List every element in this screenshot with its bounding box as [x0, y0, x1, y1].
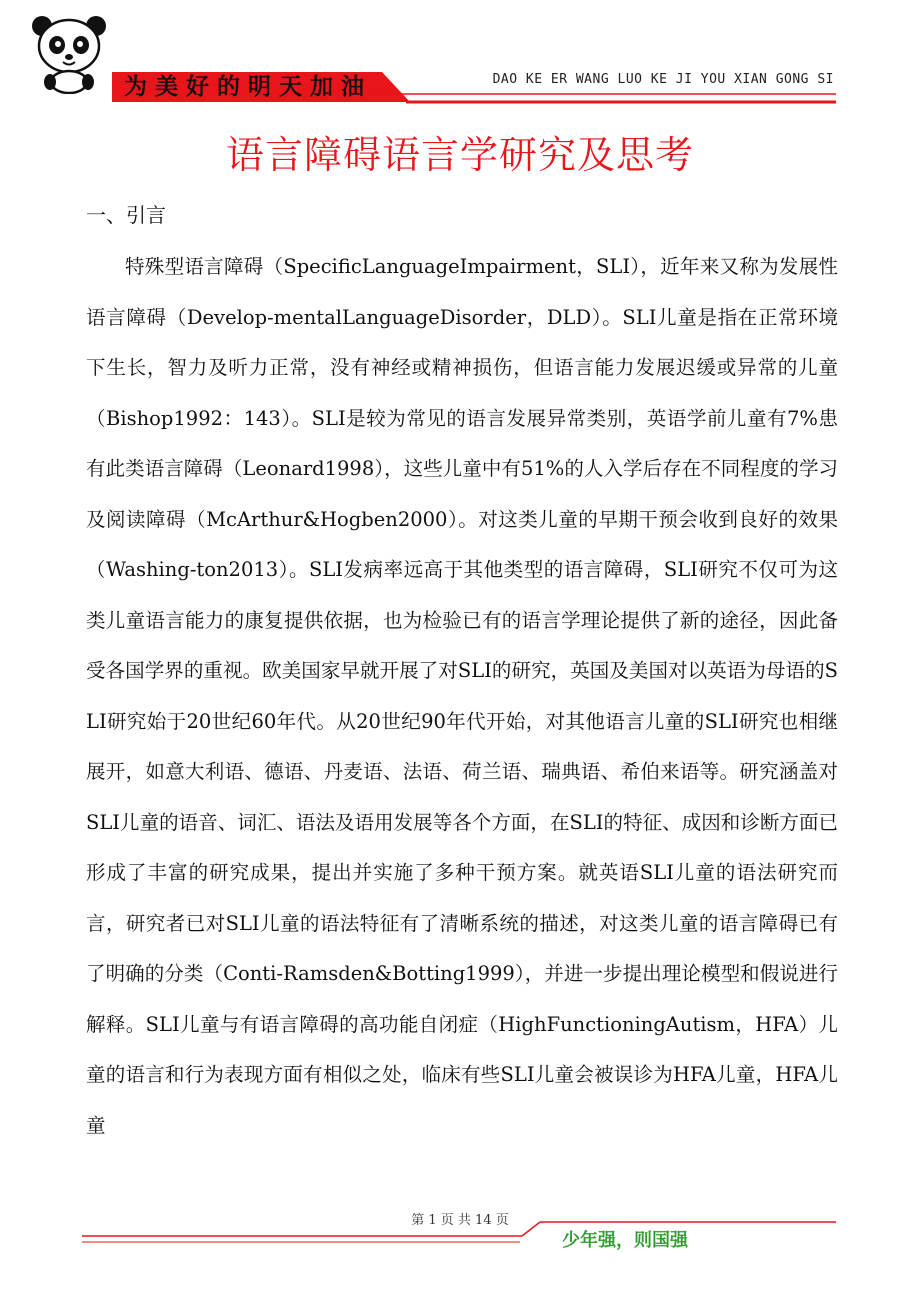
- header-slogan: 为美好的明天加油: [112, 72, 374, 102]
- footer-slogan: 少年强，则国强: [562, 1230, 688, 1251]
- header-rule: [370, 92, 840, 106]
- header-company-name: DAO KE ER WANG LUO KE JI YOU XIAN GONG SI: [492, 72, 834, 87]
- section-heading: 一、引言: [86, 203, 166, 227]
- footer-rule: [82, 1218, 842, 1244]
- body-paragraph: 特殊型语言障碍（SpecificLanguageImpairment，SLI），近年来又称为发展性语言障碍（Develop-mentalLanguageDisorder，DLD）。SLI儿童是指在正常环境下生长，智力及听力正常，没有神经或精神损伤，但语言能力发展迟缓或异常的儿童（Bishop1992：143）。SLI是较为常见的语言发展异常类别，英语学前儿童有7%患有此类语言障碍（Leonard1998），这些儿童中有51%的人入学后存在不同程度的学习及阅读障碍（McArthur&Hogben2000）。对这类儿童的早期干预会收到良好的效果（Washing-ton2013）。SLI发病率远高于其他类型的语言障碍，SLI研究不仅可为这类儿童语言能力的康复提供依据，也为检验已有的语言学理论提供了新的途径，因此备受各国学界的重视。欧美国家早就开展了对SLI的研究，英国及美国对以英语为母语的SLI研究始于20世纪60年代。从20世纪90年代开始，对其他语言儿童的SLI研究也相继展开，如意大利语、德语、丹麦语、法语、荷兰语、瑞典语、希伯来语等。研究涵盖对SLI儿童的语音、词汇、语法及语用发展等各个方面，在SLI的特征、成因和诊断方面已形成了丰富的研究成果，提出并实施了多种干预方案。就英语SLI儿童的语法研究而言，研究者已对SLI儿童的语法特征有了清晰系统的描述，对这类儿童的语言障碍已有了明确的分类（Conti-Ramsden&Botting1999），并进一步提出理论模型和假说进行解释。SLI儿童与有语言障碍的高功能自闭症（HighFunctioningAutism，HFA）儿童的语言和行为表现方面有相似之处，临床有些SLI儿童会被误诊为HFA儿童，HFA儿童: [86, 255, 838, 1137]
- panda-logo: [28, 12, 110, 94]
- page-number: 第 1 页 共 14 页: [411, 1213, 509, 1228]
- document-title: 语言障碍语言学研究及思考: [225, 133, 694, 177]
